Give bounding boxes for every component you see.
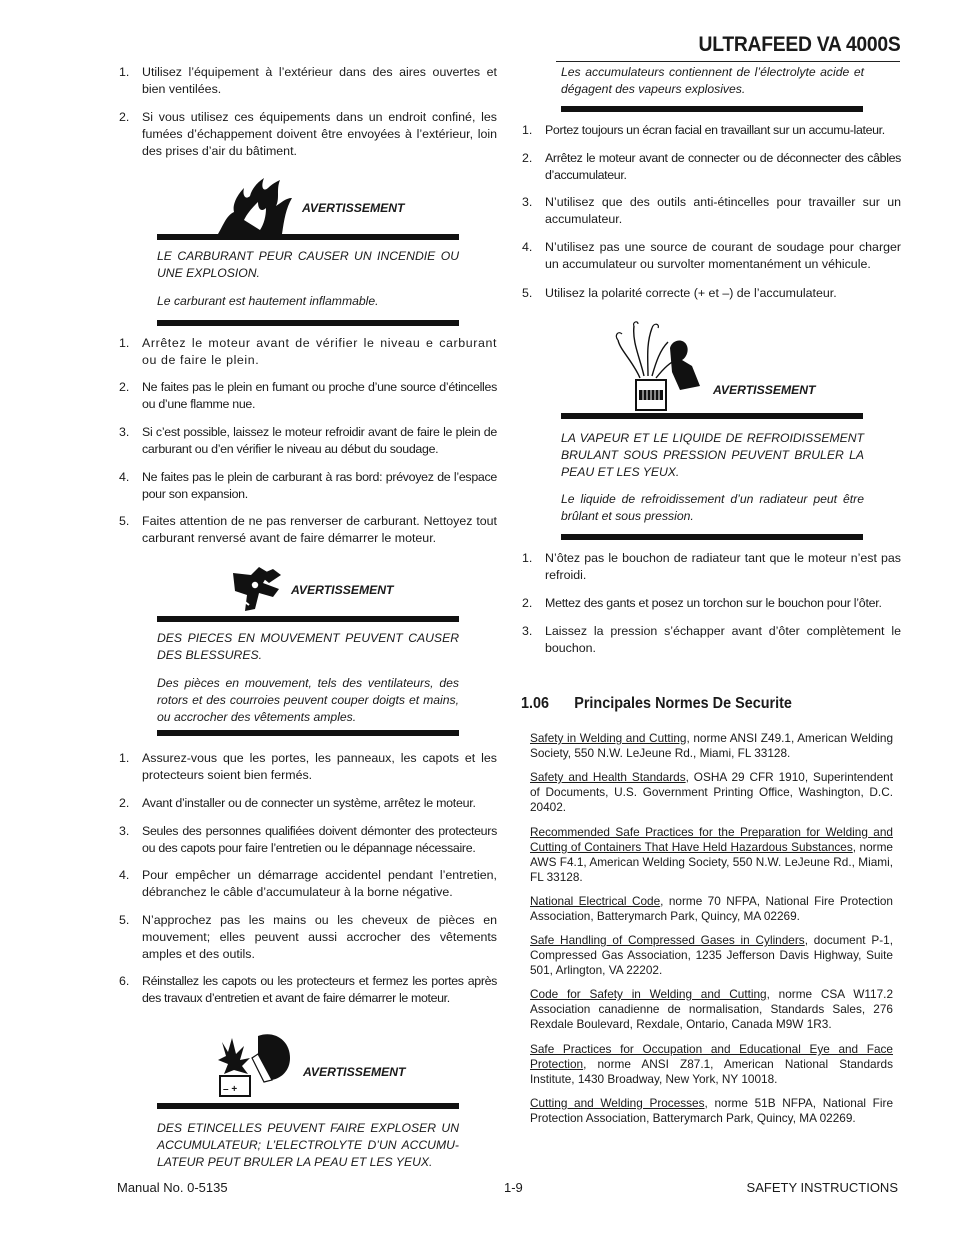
footer-manual-number: Manual No. 0-5135 xyxy=(117,1180,228,1195)
list-item: 2. Ne faites pas le plein en fumant ou proche d’une source d’étincelles ou d’une flamme nue. xyxy=(119,380,497,411)
list-item: 2. Avant d’installer ou de connecter un système, arrêtez le moteur. xyxy=(119,796,476,810)
list-item: 4. Ne faites pas le plein de carburant à ras bord: prévoyez de l’espace pour son expansion. xyxy=(119,470,497,501)
warning-bar-top xyxy=(561,413,863,419)
reference-item: Safe Practices for Occupation and Educational Eye and Face Protection, norme ANSI Z87.1, American National Standards Institute, 1430 Broadway, New York, NY 10018. xyxy=(530,1042,893,1086)
list-item: 5. Faites attention de ne pas renverser de carburant. Nettoyez tout carburant renversé avant de faire démarrer le moteur. xyxy=(119,514,497,545)
header-rule xyxy=(556,61,900,62)
list-item: 3. Seules des personnes qualifiées doivent démonter des protecteurs ou des capots pour faire l’entretien ou le dépannage nécessaire. xyxy=(119,824,497,855)
footer-section-name: SAFETY INSTRUCTIONS xyxy=(746,1180,898,1195)
warning-body: Les accumulateurs contiennent de l’électrolyte acide et dégagent des vapeurs explosives. xyxy=(561,65,864,96)
warning-bar-top xyxy=(157,1103,459,1109)
battery-terminal-marks: – + xyxy=(223,1084,238,1095)
warning-bar-bottom xyxy=(561,106,863,112)
footer-page-number: 1-9 xyxy=(504,1180,523,1195)
list-item: 2. Mettez des gants et posez un torchon sur le bouchon pour l’ôter. xyxy=(522,596,882,610)
warning-body: Le liquide de refroidissement d’un radiateur peut être brûlant et sous pression. xyxy=(561,492,864,523)
section-heading xyxy=(521,695,792,713)
warning-bar-top xyxy=(157,234,459,240)
warning-bar-bottom xyxy=(157,320,459,326)
section-number: 1.06 xyxy=(521,695,550,712)
warning-headline: LE CARBURANT PEUR CAUSER UN INCENDIE OU UNE EXPLOSION. xyxy=(157,249,459,280)
list-item: 3. N’utilisez que des outils anti-étincelles pour travailler sur un accumulateur. xyxy=(522,195,901,226)
warning-label: AVERTISSEMENT xyxy=(302,201,405,215)
list-item: 3. Laissez la pression s’échapper avant d’ôter complètement le bouchon. xyxy=(522,624,901,655)
fire-icon xyxy=(214,176,294,234)
reference-item: Code for Safety in Welding and Cutting, norme CSA W117.2 Association canadienne de normalisation, Standards Sales, 276 Rexdale Boulevard, Rexdale, Ontario, Canada M9W 1R3. xyxy=(530,987,894,1031)
list-item: 1. Assurez-vous que les portes, les panneaux, les capots et les protecteurs soient bien fermés. xyxy=(119,751,497,782)
warning-headline: LA VAPEUR ET LE LIQUIDE DE REFROIDISSEMENT BRULANT SOUS PRESSION PEUVENT BRULER LA PEAU ET LES YEUX. xyxy=(561,431,864,479)
list-item: 3. Si c’est possible, laissez le moteur refroidir avant de faire le plein de carburant ou d’en vérifier le niveau au début du soudage. xyxy=(119,425,497,456)
warning-body: Le carburant est hautement inflammable. xyxy=(157,294,379,308)
warning-headline: DES PIECES EN MOUVEMENT PEUVENT CAUSER DES BLESSURES. xyxy=(157,631,459,662)
warning-label: AVERTISSEMENT xyxy=(291,583,394,597)
list-item: 4. N’utilisez pas une source de courant de soudage pour charger un accumulateur ou survolter momentanément un véhicule. xyxy=(522,240,901,271)
reference-item: Safe Handling of Compressed Gases in Cylinders, document P-1, Compressed Gas Association, 1235 Jefferson Davis Highway, Suite 501, Arlington, VA 22202. xyxy=(530,933,893,977)
reference-item: Safety and Health Standards, OSHA 29 CFR 1910, Superintendent of Documents, U.S. Government Printing Office, Washington, D.C. 20402. xyxy=(530,770,893,814)
warning-bar-top xyxy=(157,616,459,622)
section-title: Principales Normes De Securite xyxy=(574,695,792,712)
hot-coolant-radiator-icon xyxy=(610,320,706,412)
warning-bar-bottom xyxy=(157,730,459,736)
reference-item: National Electrical Code, norme 70 NFPA, National Fire Protection Association, Batterymarch Park, Quincy, MA 02269. xyxy=(530,894,893,923)
list-item: 1. N’ôtez pas le bouchon de radiateur tant que le moteur n’est pas refroidi. xyxy=(522,551,901,582)
list-item: 1. Arrêtez le moteur avant de vérifier le niveau e carburant ou de faire le plein. xyxy=(119,336,497,367)
reference-item: Recommended Safe Practices for the Preparation for Welding and Cutting of Containers That Have Held Hazardous Substances, norme AWS F4.1, American Welding Society, 550 N.W. LeJeune Rd., Miami, FL 33128. xyxy=(530,825,893,884)
warning-label: AVERTISSEMENT xyxy=(713,383,816,397)
list-item: 2. Arrêtez le moteur avant de connecter ou de déconnecter des câbles d’accumulateur. xyxy=(522,151,901,182)
list-item: 5. Utilisez la polarité correcte (+ et –) de l’accumulateur. xyxy=(522,286,837,300)
warning-bar-bottom xyxy=(561,534,863,540)
list-item: 1. Portez toujours un écran facial en travaillant sur un accumu-lateur. xyxy=(522,123,885,137)
reference-item: Cutting and Welding Processes, norme 51B NFPA, National Fire Protection Association, Batterymarch Park, Quincy, MA 02269. xyxy=(530,1096,894,1125)
page-title: ULTRAFEED VA 4000S xyxy=(698,33,900,56)
list-item: 6. Réinstallez les capots ou les protecteurs et fermez les portes après des travaux d’entretien et avant de faire démarrer le moteur. xyxy=(119,974,497,1005)
list-item: 5. N’approchez pas les mains ou les cheveux de pièces en mouvement; elles peuvent aussi accrocher des vêtements amples et des outils. xyxy=(119,913,497,961)
list-item: 4. Pour empêcher un démarrage accidentel pendant l’entretien, débranchez le câble d’accumulateur à la borne négative. xyxy=(119,868,497,899)
moving-parts-hand-icon xyxy=(229,565,285,613)
list-item: 2. Si vous utilisez ces équipements dans un endroit confiné, les fumées d’échappement doivent être envoyées à l’extérieur, loin des prises d’air du bâtiment. xyxy=(119,110,497,158)
warning-label: AVERTISSEMENT xyxy=(303,1065,406,1079)
warning-headline: DES ETINCELLES PEUVENT FAIRE EXPLOSER UN ACCUMULATEUR; L’ELECTROLYTE D’UN ACCUMU-LATEUR PEUT BRULER LA PEAU ET LES YEUX. xyxy=(157,1121,459,1169)
list-item: 1. Utilisez l’équipement à l’extérieur dans des aires ouvertes et bien ventilées. xyxy=(119,65,497,96)
reference-item: Safety in Welding and Cutting, norme ANSI Z49.1, American Welding Society, 550 N.W. LeJeune Rd., Miami, FL 33128. xyxy=(530,731,894,760)
warning-body: Des pièces en mouvement, tels des ventilateurs, des rotors et des courroies peuvent couper doigts et mains, ou accrocher des vêtements amples. xyxy=(157,676,459,724)
